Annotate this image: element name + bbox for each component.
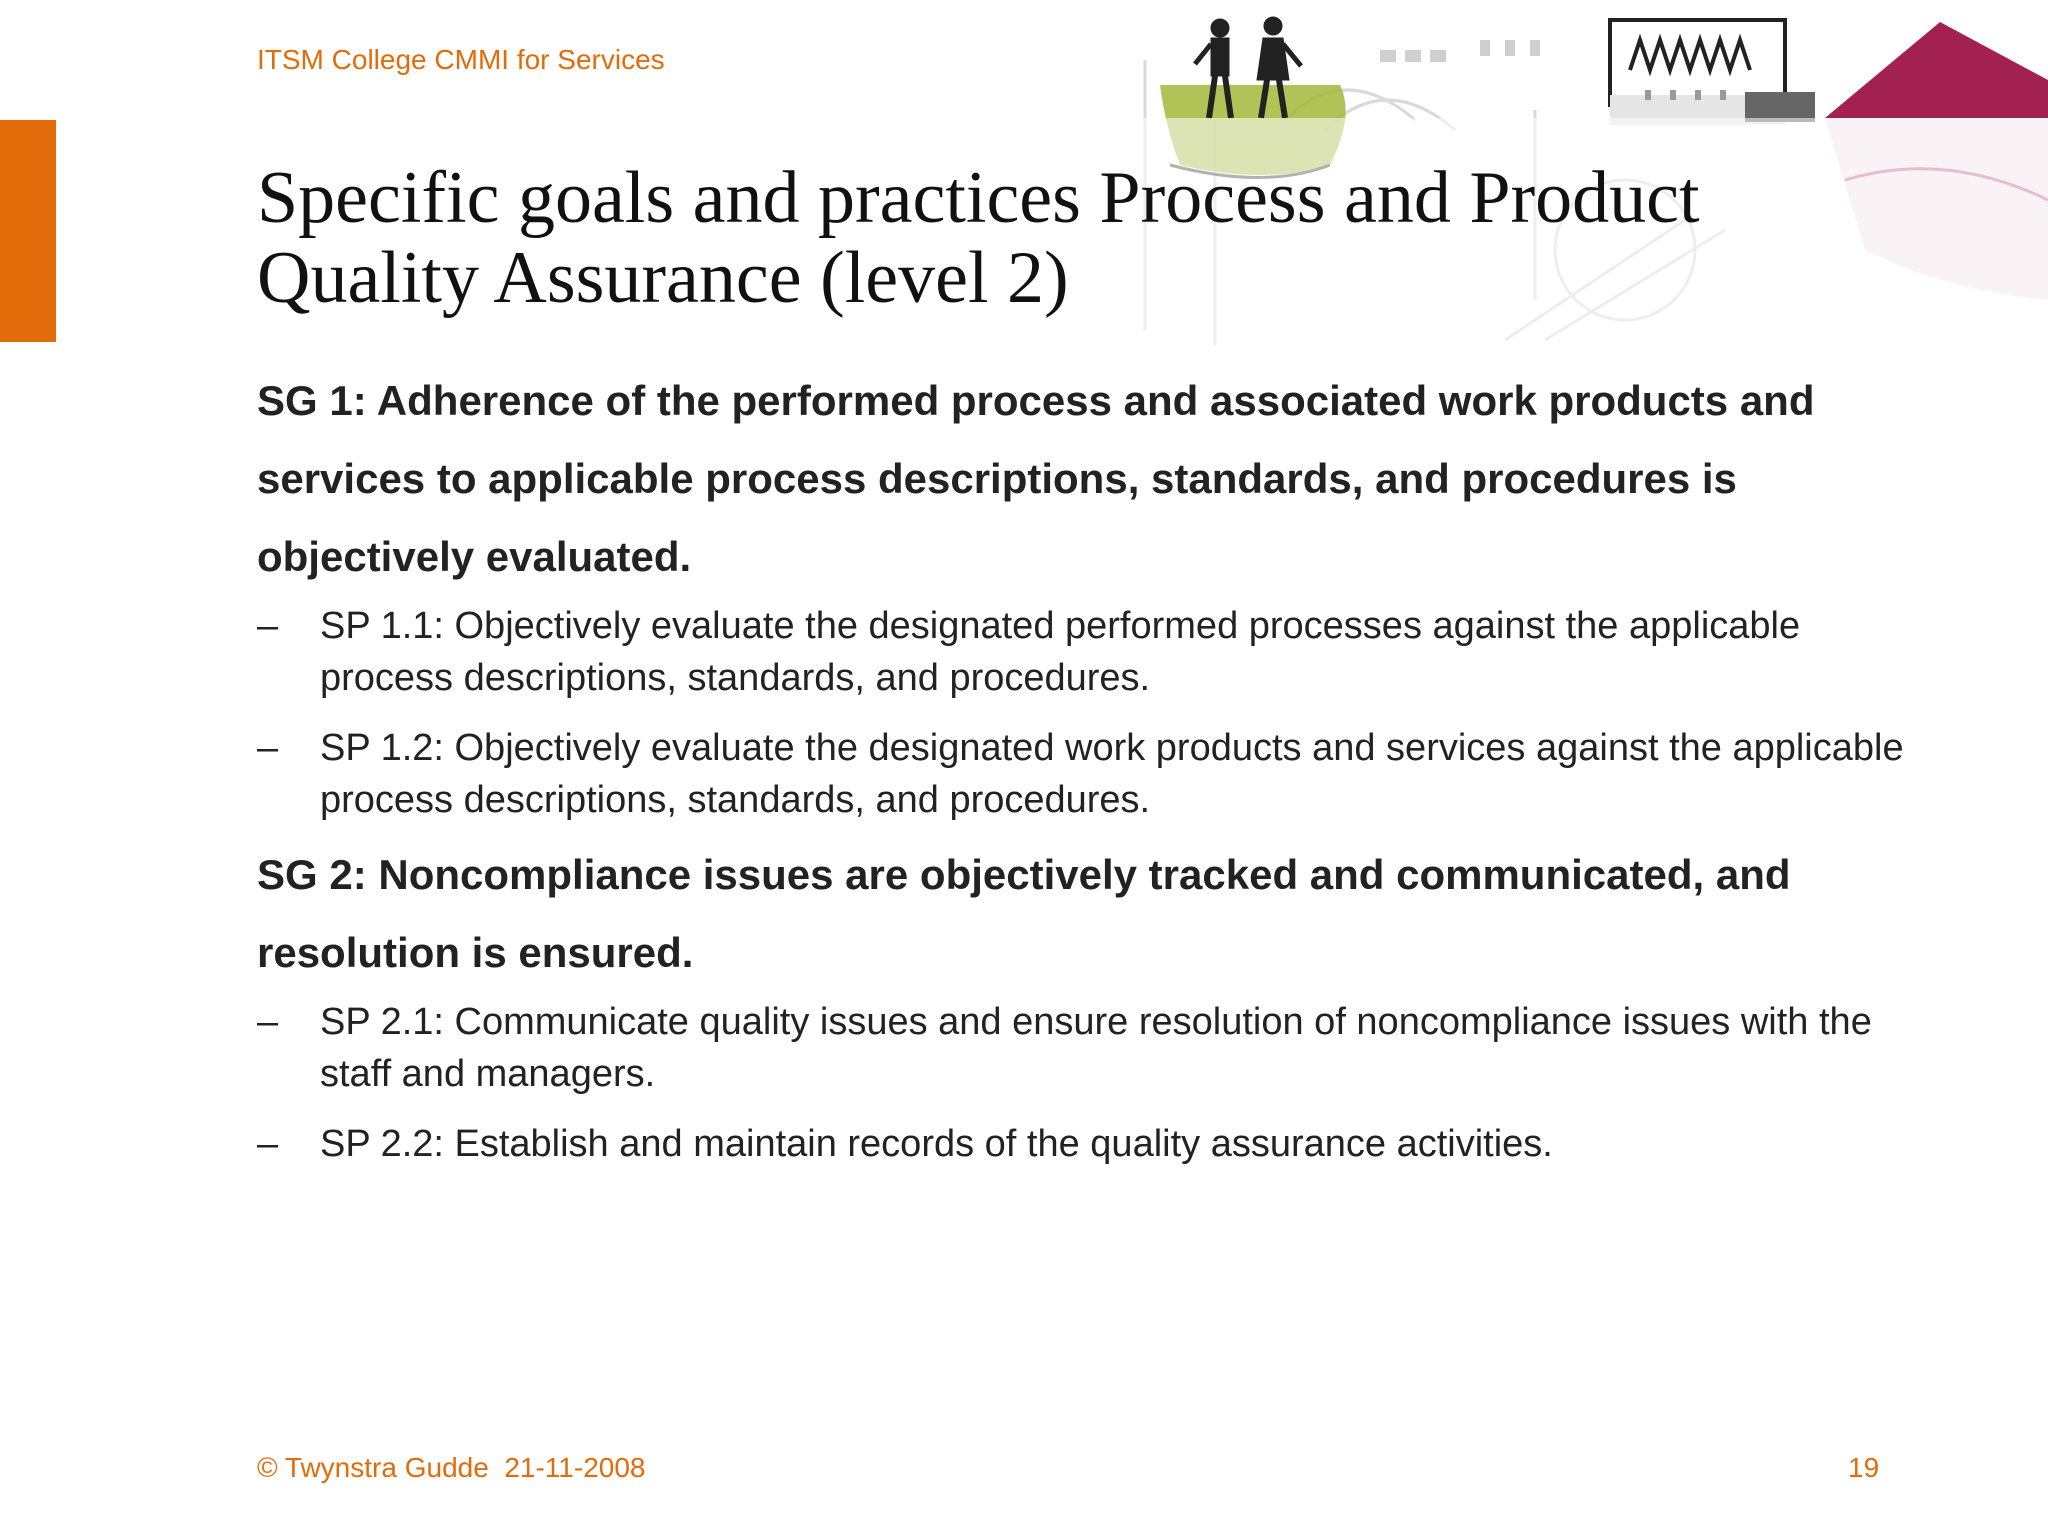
slide-content — [257, 362, 1907, 1188]
specific-practice-sp1-1 — [257, 600, 1907, 704]
practice-text: SP 2.1: Communicate quality issues and ensure resolution of noncompliance issues with the staff and managers. — [320, 1001, 1872, 1095]
header-label: ITSM College CMMI for Services — [257, 44, 665, 75]
bullet-dash: – — [257, 605, 279, 647]
bullet-dash: – — [257, 727, 279, 769]
practice-text: SP 1.1: Objectively evaluate the designated performed processes against the applicable process descriptions, standards, and procedures. — [320, 605, 1801, 699]
practice-text: SP 2.2: Establish and maintain records of the quality assurance activities. — [320, 1123, 1553, 1165]
specific-goal-sg1: SG 1: Adherence of the performed process and associated work products and services to applicable process descriptions, standards, and procedures is objectively evaluated. — [257, 377, 1815, 580]
specific-practice-sp2-2 — [257, 1118, 1907, 1170]
specific-practice-sp2-1 — [257, 996, 1907, 1100]
specific-goal-sg2: SG 2: Noncompliance issues are objectively tracked and communicated, and resolution is ensured. — [257, 851, 1791, 976]
footer-copyright: © Twynstra Gudde 21-11-2008 — [257, 1452, 646, 1483]
accent-bar — [0, 120, 56, 342]
bullet-dash: – — [257, 1123, 279, 1165]
slide-title: Specific goals and practices Process and Product Quality Assurance (level 2) — [257, 157, 1700, 319]
bullet-dash: – — [257, 1001, 279, 1043]
practice-text: SP 1.2: Objectively evaluate the designated work products and services against the applicable process descriptions, standards, and procedures. — [320, 727, 1904, 821]
specific-practice-sp1-2 — [257, 722, 1907, 826]
page-number: 19 — [1848, 1452, 1880, 1483]
